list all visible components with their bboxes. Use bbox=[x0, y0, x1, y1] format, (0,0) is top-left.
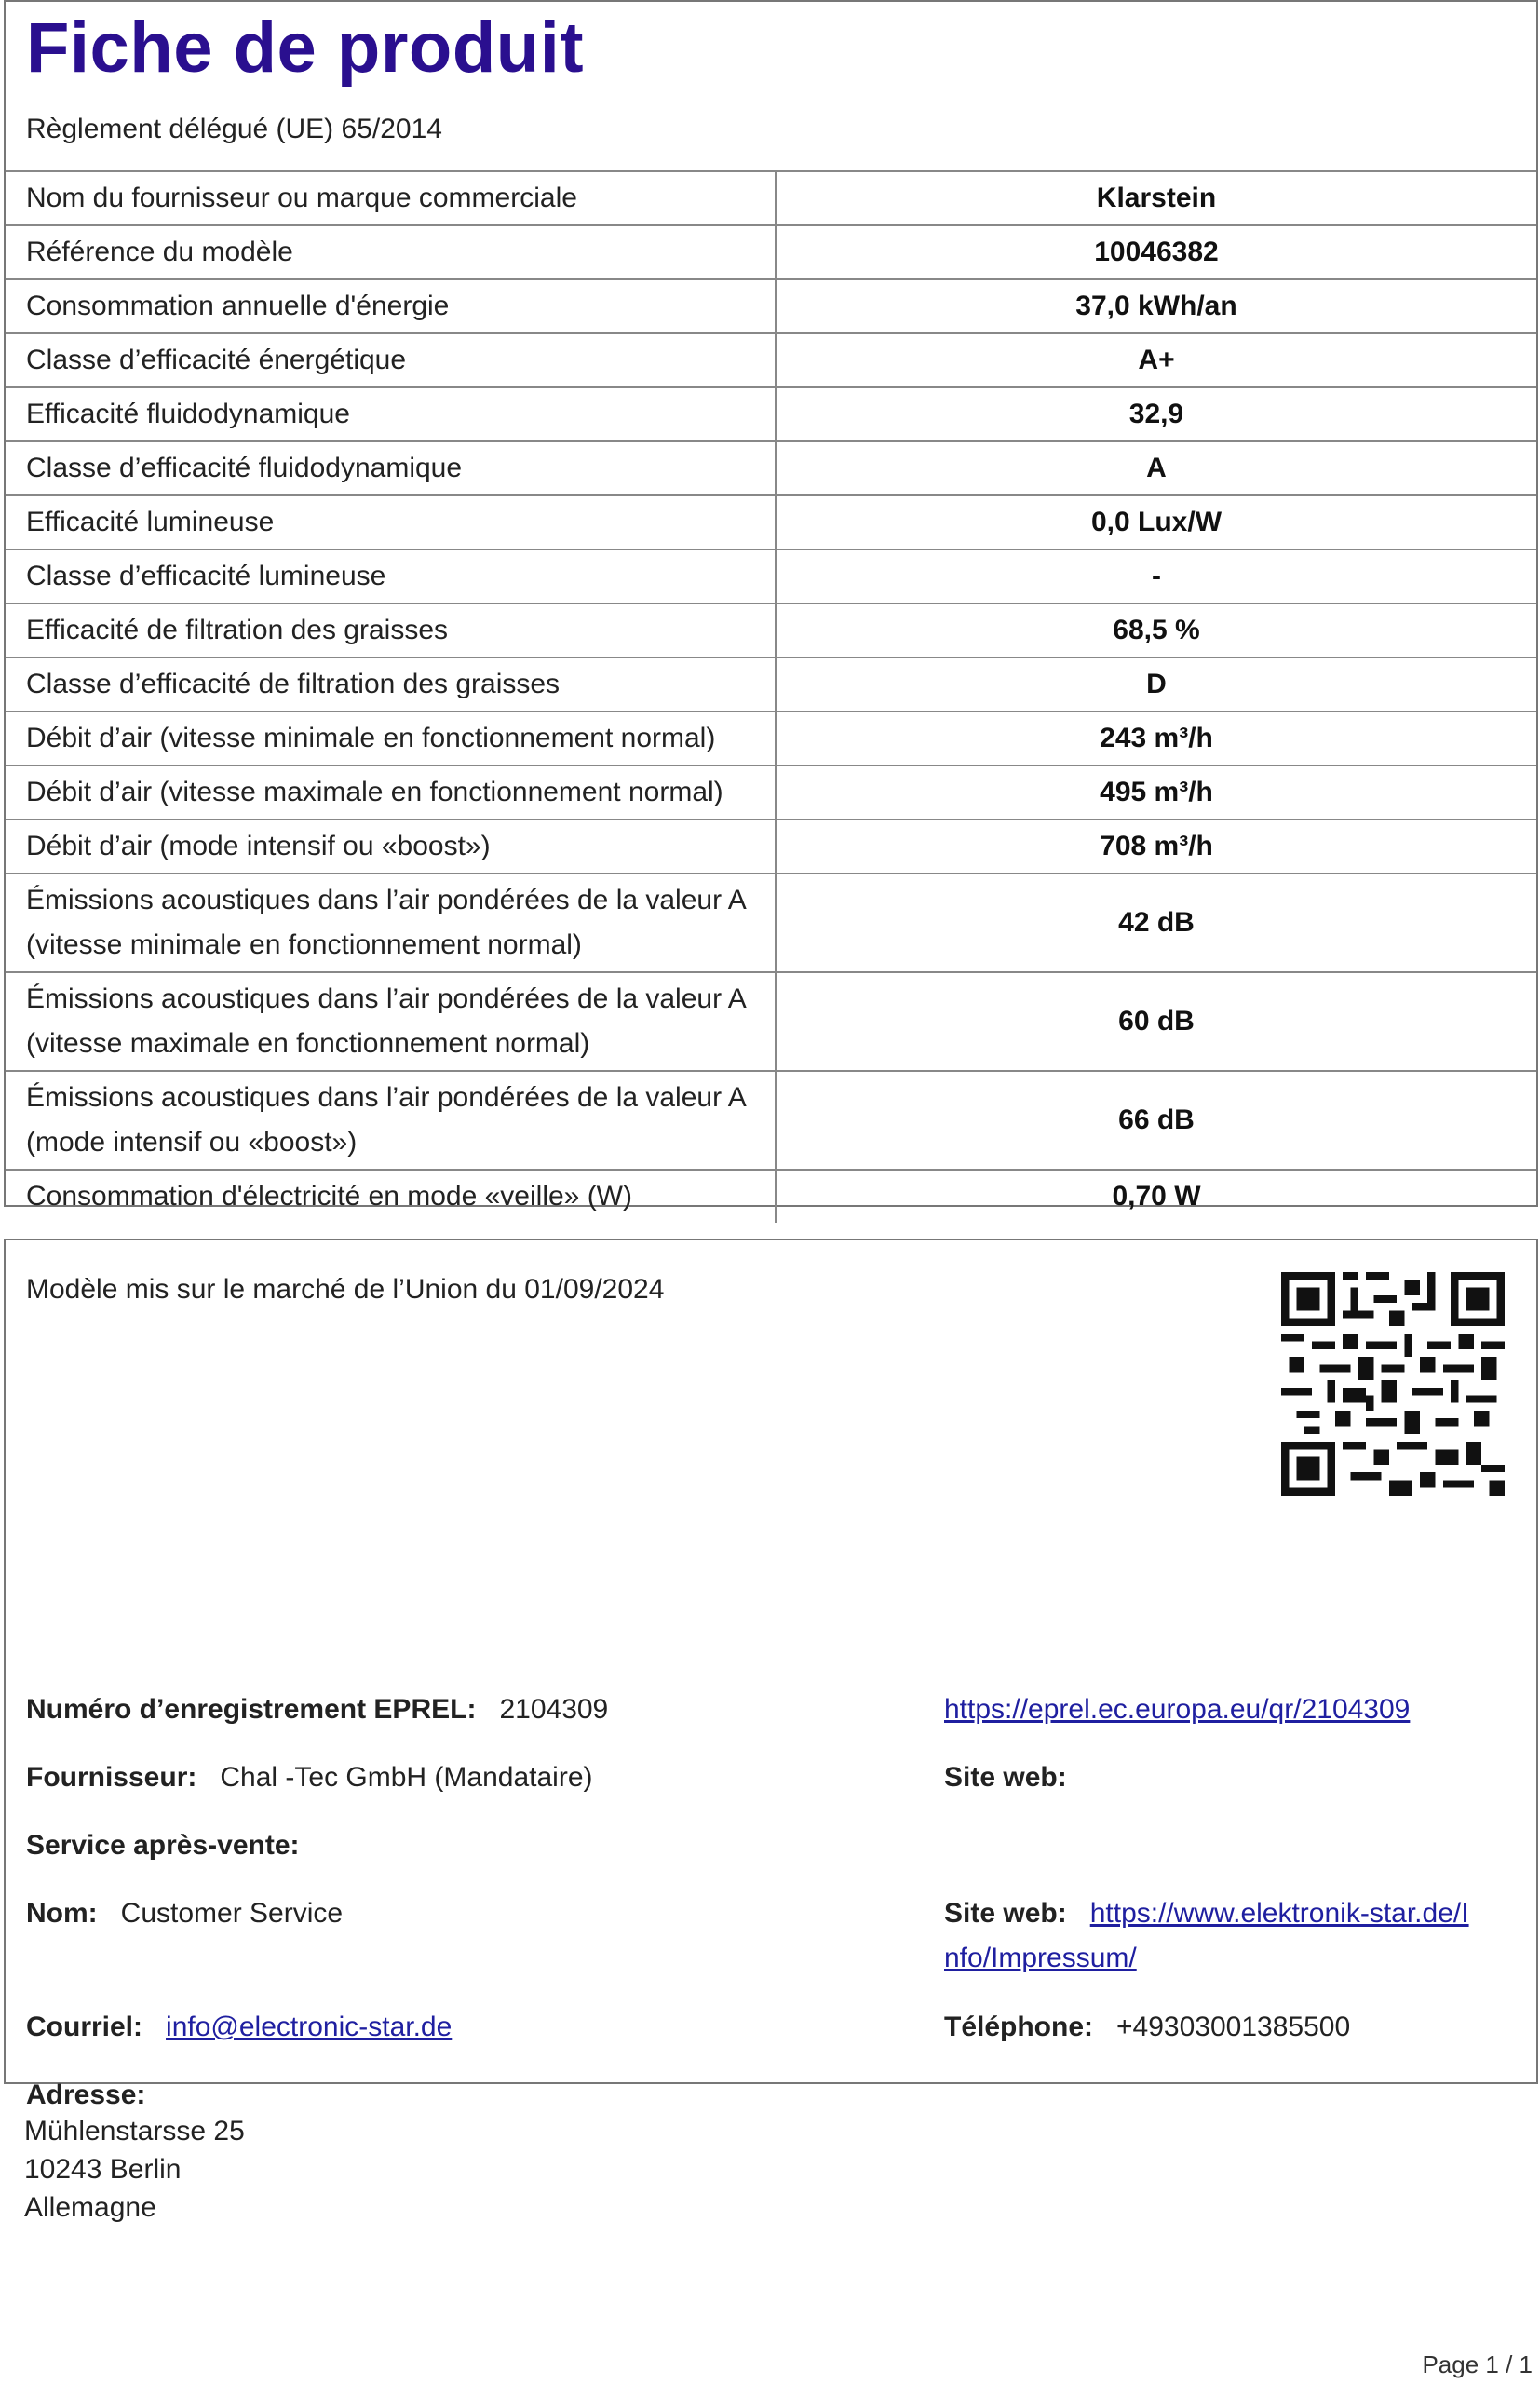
address-block bbox=[24, 2112, 245, 2227]
spec-label-text: Consommation annuelle d'énergie bbox=[26, 291, 450, 321]
service-label: Service après-vente: bbox=[26, 1830, 300, 1861]
spec-value: A+ bbox=[776, 333, 1536, 387]
phone-label: Téléphone: bbox=[944, 2012, 1094, 2042]
service-email bbox=[26, 2005, 452, 2050]
spec-row bbox=[6, 171, 1536, 225]
spec-label bbox=[6, 495, 776, 549]
spec-label-text: Classe d’efficacité de filtration des graisses bbox=[26, 669, 561, 699]
name-value: Customer Service bbox=[120, 1898, 344, 1929]
spec-label bbox=[6, 765, 776, 820]
spec-value: 10046382 bbox=[776, 225, 1536, 279]
spec-label-text: Débit d’air (mode intensif ou «boost») bbox=[26, 831, 491, 861]
spec-value: 243 m³/h bbox=[776, 711, 1536, 765]
spec-value: 60 dB bbox=[776, 972, 1536, 1071]
spec-label bbox=[6, 711, 776, 765]
spec-label-text-cont: (vitesse minimale en fonctionnement normal) bbox=[26, 929, 582, 960]
spec-label-text: Émissions acoustiques dans l’air pondérées de la valeur A bbox=[26, 1082, 747, 1113]
supplier-website bbox=[944, 1755, 1067, 1800]
spec-label-text: Émissions acoustiques dans l’air pondérées de la valeur A bbox=[26, 983, 747, 1014]
spec-label bbox=[6, 874, 776, 972]
eprel-link-wrap bbox=[944, 1687, 1410, 1732]
spec-label bbox=[6, 1071, 776, 1170]
qr-code-icon[interactable] bbox=[1281, 1272, 1505, 1496]
spec-label-text-cont: (mode intensif ou «boost») bbox=[26, 1127, 358, 1158]
service-website-link-cont[interactable]: nfo/Impressum/ bbox=[944, 1943, 1137, 1973]
market-date-text: Modèle mis sur le marché de l’Union du 01/09/2024 bbox=[26, 1274, 665, 1305]
spec-value: 495 m³/h bbox=[776, 765, 1536, 820]
email-label: Courriel: bbox=[26, 2012, 143, 2042]
spec-row bbox=[6, 972, 1536, 1071]
address-heading bbox=[26, 2073, 145, 2118]
spec-value: 42 dB bbox=[776, 874, 1536, 972]
spec-label bbox=[6, 820, 776, 874]
spec-label-text: Efficacité de filtration des graisses bbox=[26, 615, 449, 645]
spec-row bbox=[6, 279, 1536, 333]
email-link[interactable]: info@electronic-star.de bbox=[166, 2012, 453, 2042]
name-label: Nom: bbox=[26, 1898, 98, 1929]
spec-label bbox=[6, 225, 776, 279]
spec-value: 0,70 W bbox=[776, 1170, 1536, 1223]
spec-value: 708 m³/h bbox=[776, 820, 1536, 874]
spec-label-text: Consommation d'électricité en mode «veille» (W) bbox=[26, 1181, 632, 1212]
after-sales-service bbox=[26, 1823, 300, 1868]
address-country: Allemagne bbox=[24, 2192, 156, 2223]
spec-label-text: Classe d’efficacité fluidodynamique bbox=[26, 453, 463, 483]
info-box bbox=[4, 1239, 1538, 2110]
spec-label-text: Référence du modèle bbox=[26, 237, 293, 267]
spec-label-text-cont: (vitesse maximale en fonctionnement normal) bbox=[26, 1028, 590, 1059]
eprel-value: 2104309 bbox=[499, 1694, 609, 1725]
spec-row bbox=[6, 441, 1536, 495]
spec-value: 37,0 kWh/an bbox=[776, 279, 1536, 333]
supplier-label: Fournisseur: bbox=[26, 1762, 197, 1793]
spec-label-text: Émissions acoustiques dans l’air pondérées de la valeur A bbox=[26, 885, 747, 915]
spec-value: 0,0 Lux/W bbox=[776, 495, 1536, 549]
spec-row bbox=[6, 874, 1536, 972]
service-phone bbox=[944, 2005, 1350, 2050]
service-website-label: Site web: bbox=[944, 1898, 1067, 1929]
spec-table bbox=[6, 170, 1536, 1223]
spec-label-text: Débit d’air (vitesse minimale en fonctionnement normal) bbox=[26, 723, 716, 753]
spec-label bbox=[6, 1170, 776, 1223]
spec-label bbox=[6, 603, 776, 657]
spec-label-text: Nom du fournisseur ou marque commerciale bbox=[26, 183, 577, 213]
regulation-subtitle: Règlement délégué (UE) 65/2014 bbox=[26, 114, 442, 144]
address-city: 10243 Berlin bbox=[24, 2154, 182, 2185]
address-label: Adresse: bbox=[26, 2079, 146, 2110]
spec-label-text: Classe d’efficacité énergétique bbox=[26, 345, 407, 375]
spec-value: 32,9 bbox=[776, 387, 1536, 441]
service-website bbox=[944, 1891, 1521, 1981]
spec-row bbox=[6, 657, 1536, 711]
eprel-number bbox=[26, 1687, 608, 1732]
phone-value: +49303001385500 bbox=[1116, 2012, 1351, 2042]
address-street: Mühlenstarsse 25 bbox=[24, 2116, 245, 2147]
supplier bbox=[26, 1755, 593, 1800]
spec-row bbox=[6, 820, 1536, 874]
spec-row bbox=[6, 387, 1536, 441]
spec-label bbox=[6, 549, 776, 603]
spec-label bbox=[6, 441, 776, 495]
spec-label bbox=[6, 279, 776, 333]
spec-row bbox=[6, 549, 1536, 603]
spec-label bbox=[6, 657, 776, 711]
eprel-link[interactable]: https://eprel.ec.europa.eu/qr/2104309 bbox=[944, 1694, 1411, 1725]
eprel-label: Numéro d’enregistrement EPREL: bbox=[26, 1694, 477, 1725]
supplier-value: Chal -Tec GmbH (Mandataire) bbox=[220, 1762, 593, 1793]
spec-value: 66 dB bbox=[776, 1071, 1536, 1170]
spec-label bbox=[6, 333, 776, 387]
spec-row bbox=[6, 765, 1536, 820]
spec-row bbox=[6, 1170, 1536, 1223]
service-name bbox=[26, 1891, 343, 1936]
spec-row bbox=[6, 603, 1536, 657]
spec-value: - bbox=[776, 549, 1536, 603]
spec-label-text: Efficacité fluidodynamique bbox=[26, 399, 350, 429]
spec-value: A bbox=[776, 441, 1536, 495]
spec-label bbox=[6, 387, 776, 441]
spec-label-text: Débit d’air (vitesse maximale en fonctionnement normal) bbox=[26, 777, 723, 807]
spec-value: D bbox=[776, 657, 1536, 711]
spec-row bbox=[6, 333, 1536, 387]
product-sheet-box bbox=[4, 0, 1538, 1212]
spec-row bbox=[6, 711, 1536, 765]
page-number: Page 1 / 1 bbox=[1422, 2350, 1533, 2378]
service-website-link[interactable]: https://www.elektronik-star.de/I bbox=[1089, 1898, 1469, 1929]
spec-label bbox=[6, 171, 776, 225]
spec-value: 68,5 % bbox=[776, 603, 1536, 657]
page-title: Fiche de produit bbox=[26, 8, 585, 88]
spec-row bbox=[6, 225, 1536, 279]
spec-row bbox=[6, 1071, 1536, 1170]
spec-label-text: Classe d’efficacité lumineuse bbox=[26, 561, 386, 591]
spec-row bbox=[6, 495, 1536, 549]
spec-label-text: Efficacité lumineuse bbox=[26, 507, 275, 537]
website-label: Site web: bbox=[944, 1762, 1067, 1793]
spec-label bbox=[6, 972, 776, 1071]
spec-value: Klarstein bbox=[776, 171, 1536, 225]
